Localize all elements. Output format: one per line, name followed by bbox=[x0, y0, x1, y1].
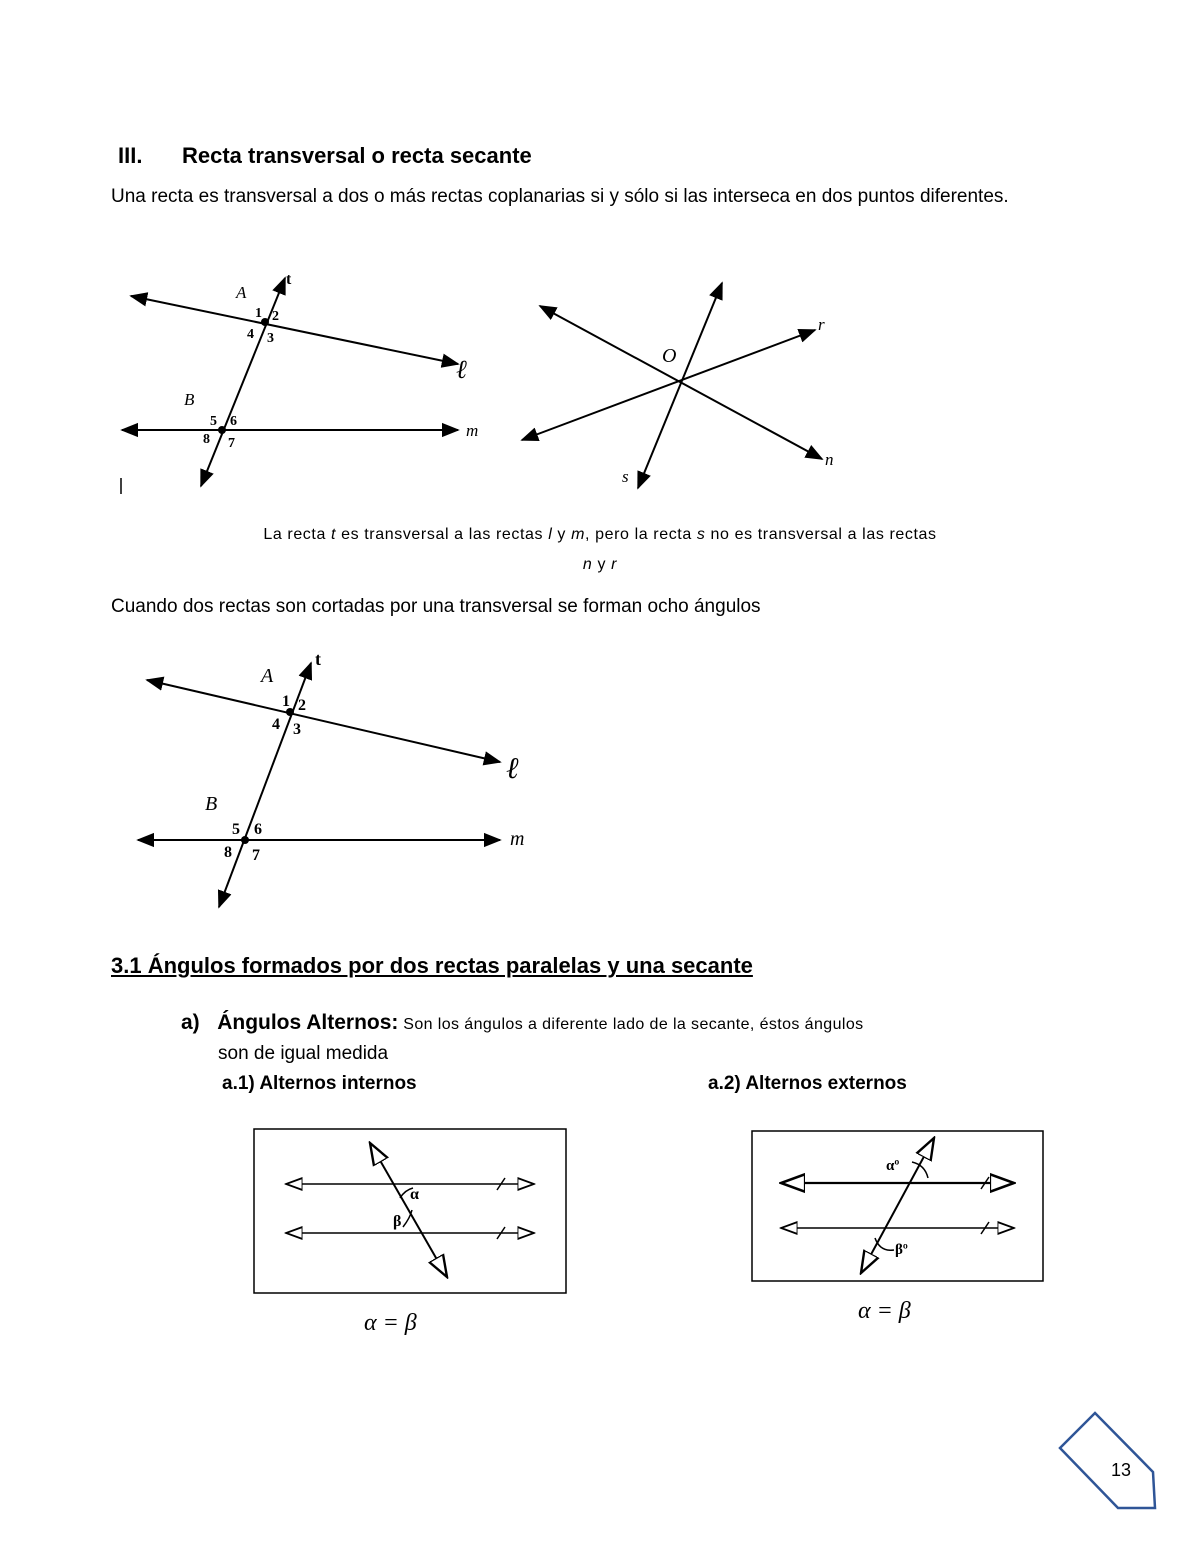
angle-5: 5 bbox=[210, 414, 217, 429]
section-31-title: 3.1 Ángulos formados por dos rectas paralelas y una secante bbox=[111, 953, 753, 978]
angle-8: 8 bbox=[203, 432, 210, 447]
svg-text:3: 3 bbox=[293, 721, 301, 738]
alternos-item: a) Ángulos Alternos: Son los ángulos a diferente lado de la secante, éstos ángulos bbox=[181, 1011, 864, 1034]
line-l bbox=[131, 296, 458, 364]
sub-label-externos: a.2) Alternos externos bbox=[708, 1073, 907, 1094]
definition-paragraph: Una recta es transversal a dos o más rectas coplanarias si y sólo si las interseca en dos puntos diferentes. bbox=[111, 186, 1009, 207]
line-s bbox=[638, 283, 722, 488]
figure3-lines bbox=[138, 663, 500, 907]
line-l-2 bbox=[147, 680, 500, 762]
label-m: m bbox=[466, 421, 479, 440]
beta-label-externos: βº bbox=[895, 1242, 908, 1258]
label-B: B bbox=[184, 390, 195, 409]
alternos-desc-line2: son de igual medida bbox=[218, 1043, 389, 1064]
label-r: r bbox=[818, 315, 825, 334]
point-b-dot bbox=[218, 426, 226, 434]
angle-7: 7 bbox=[228, 436, 235, 451]
page-number: 13 bbox=[1110, 1460, 1132, 1480]
label-B-2: B bbox=[205, 793, 218, 815]
section-number: III. bbox=[118, 143, 143, 168]
label-t-2: t bbox=[315, 649, 321, 669]
figure2-lines bbox=[522, 283, 822, 488]
svg-text:7: 7 bbox=[252, 847, 260, 864]
svg-text:5: 5 bbox=[232, 821, 240, 838]
angle-4: 4 bbox=[247, 327, 254, 342]
label-l-2: ℓ bbox=[506, 752, 519, 785]
label-l: ℓ bbox=[456, 355, 467, 384]
equation-internos: α = β bbox=[364, 1310, 417, 1336]
label-s: s bbox=[622, 467, 629, 486]
angle-6: 6 bbox=[230, 414, 237, 429]
svg-text:6: 6 bbox=[254, 821, 262, 838]
angle-1: 1 bbox=[255, 306, 262, 321]
label-t: t bbox=[286, 271, 292, 288]
alpha-label-externos: αº bbox=[886, 1158, 900, 1174]
label-O: O bbox=[662, 345, 677, 367]
label-A-2: A bbox=[261, 665, 274, 687]
svg-text:8: 8 bbox=[224, 844, 232, 861]
equation-externos: α = β bbox=[858, 1298, 911, 1324]
angle-3: 3 bbox=[267, 331, 274, 346]
point-a-dot bbox=[261, 318, 269, 326]
svg-text:2: 2 bbox=[298, 697, 306, 714]
beta-label-internos: β bbox=[393, 1213, 402, 1230]
label-m-2: m bbox=[510, 828, 525, 850]
alpha-label-internos: α bbox=[410, 1186, 419, 1203]
eight-angles-text: Cuando dos rectas son cortadas por una transversal se forman ocho ángulos bbox=[111, 596, 761, 617]
sub-label-internos: a.1) Alternos internos bbox=[222, 1073, 417, 1094]
figure1-lines bbox=[122, 278, 458, 486]
section-title: Recta transversal o recta secante bbox=[182, 143, 532, 168]
angle-2: 2 bbox=[272, 309, 279, 324]
svg-text:1: 1 bbox=[282, 693, 290, 710]
svg-text:4: 4 bbox=[272, 716, 280, 733]
label-n: n bbox=[825, 450, 834, 469]
label-A: A bbox=[236, 283, 247, 302]
figure-caption: La recta t es transversal a las rectas l y m, pero la recta s no es transversal a las rectas n y r bbox=[263, 526, 937, 573]
